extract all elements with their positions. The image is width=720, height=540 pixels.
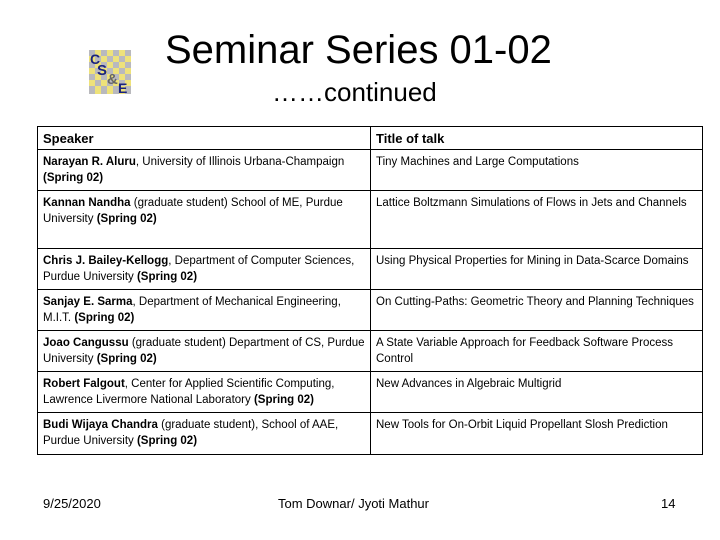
talk-title-cell: New Advances in Algebraic Multigrid — [371, 372, 703, 413]
speaker-cell — [38, 249, 371, 290]
speaker-cell — [38, 290, 371, 331]
header-title-of-talk: Title of talk — [371, 127, 703, 150]
speaker-affiliation: , Department of Computer Sciences, Purdue University — [43, 255, 355, 283]
talk-title-cell: Tiny Machines and Large Computations — [371, 150, 703, 191]
speaker-name: Chris J. Bailey-Kellogg — [43, 255, 169, 267]
logo-letter-c: C — [90, 51, 101, 67]
speaker-affiliation: , Center for Applied Scientific Computing, Lawrence Livermore National Laboratory — [43, 378, 335, 406]
speaker-term: (Spring 02) — [96, 353, 157, 365]
speaker-term: (Spring 02) — [74, 312, 135, 324]
table-row — [38, 372, 703, 413]
speaker-cell — [38, 150, 371, 191]
header-speaker: Speaker — [38, 127, 371, 150]
speaker-term: (Spring 02) — [253, 394, 315, 406]
footer-date: 9/25/2020 — [43, 496, 101, 511]
table-row — [38, 290, 703, 331]
talk-title-cell: A State Variable Approach for Feedback Software Process Control — [371, 331, 703, 372]
speaker-name: Narayan R. Aluru — [43, 156, 136, 168]
speaker-term: (Spring 02) — [96, 213, 157, 225]
talk-title-cell: On Cutting-Paths: Geometric Theory and Planning Techniques — [371, 290, 703, 331]
speaker-cell — [38, 372, 371, 413]
table-row — [38, 191, 703, 249]
seminar-table — [37, 126, 703, 455]
speaker-affiliation: (graduate student) Department of CS, Purdue University — [43, 337, 365, 365]
speaker-cell — [38, 331, 371, 372]
speaker-name: Robert Falgout — [43, 378, 125, 390]
slide-title: Seminar Series 01-02 — [165, 28, 552, 72]
speaker-affiliation: , Department of Mechanical Engineering, M.I.T. — [43, 296, 341, 324]
footer-page-number: 14 — [661, 496, 676, 511]
speaker-cell — [38, 191, 371, 249]
speaker-cell — [38, 413, 371, 455]
speaker-name: Budi Wijaya Chandra — [43, 419, 158, 431]
speaker-name: Kannan Nandha — [43, 197, 131, 209]
cs-and-e-logo — [89, 50, 131, 94]
table-row — [38, 413, 703, 455]
speaker-term: (Spring 02) — [136, 435, 198, 447]
logo-letter-e: E — [118, 80, 128, 94]
logo-letter-s: S — [97, 62, 108, 79]
slide-subtitle: ……continued — [272, 77, 437, 107]
table-row — [38, 150, 703, 191]
speaker-affiliation: (graduate student), School of AAE, Purdue University — [43, 419, 339, 447]
speaker-name: Sanjay E. Sarma — [43, 296, 133, 308]
logo-ampersand: & — [107, 71, 118, 88]
talk-title-cell: Lattice Boltzmann Simulations of Flows in Jets and Channels — [371, 191, 703, 249]
speaker-term: (Spring 02) — [43, 172, 104, 184]
table-row — [38, 331, 703, 372]
footer-author: Tom Downar/ Jyoti Mathur — [278, 496, 429, 511]
talk-title-cell: Using Physical Properties for Mining in Data-Scarce Domains — [371, 249, 703, 290]
speaker-affiliation: (graduate student) School of ME, Purdue University — [43, 197, 343, 225]
table-header-row — [38, 127, 703, 150]
speaker-affiliation: , University of Illinois Urbana-Champaign — [135, 156, 345, 168]
table-row — [38, 249, 703, 290]
talk-title-cell: New Tools for On-Orbit Liquid Propellant Slosh Prediction — [371, 413, 703, 455]
speaker-term: (Spring 02) — [136, 271, 198, 283]
speaker-name: Joao Cangussu — [43, 337, 129, 349]
